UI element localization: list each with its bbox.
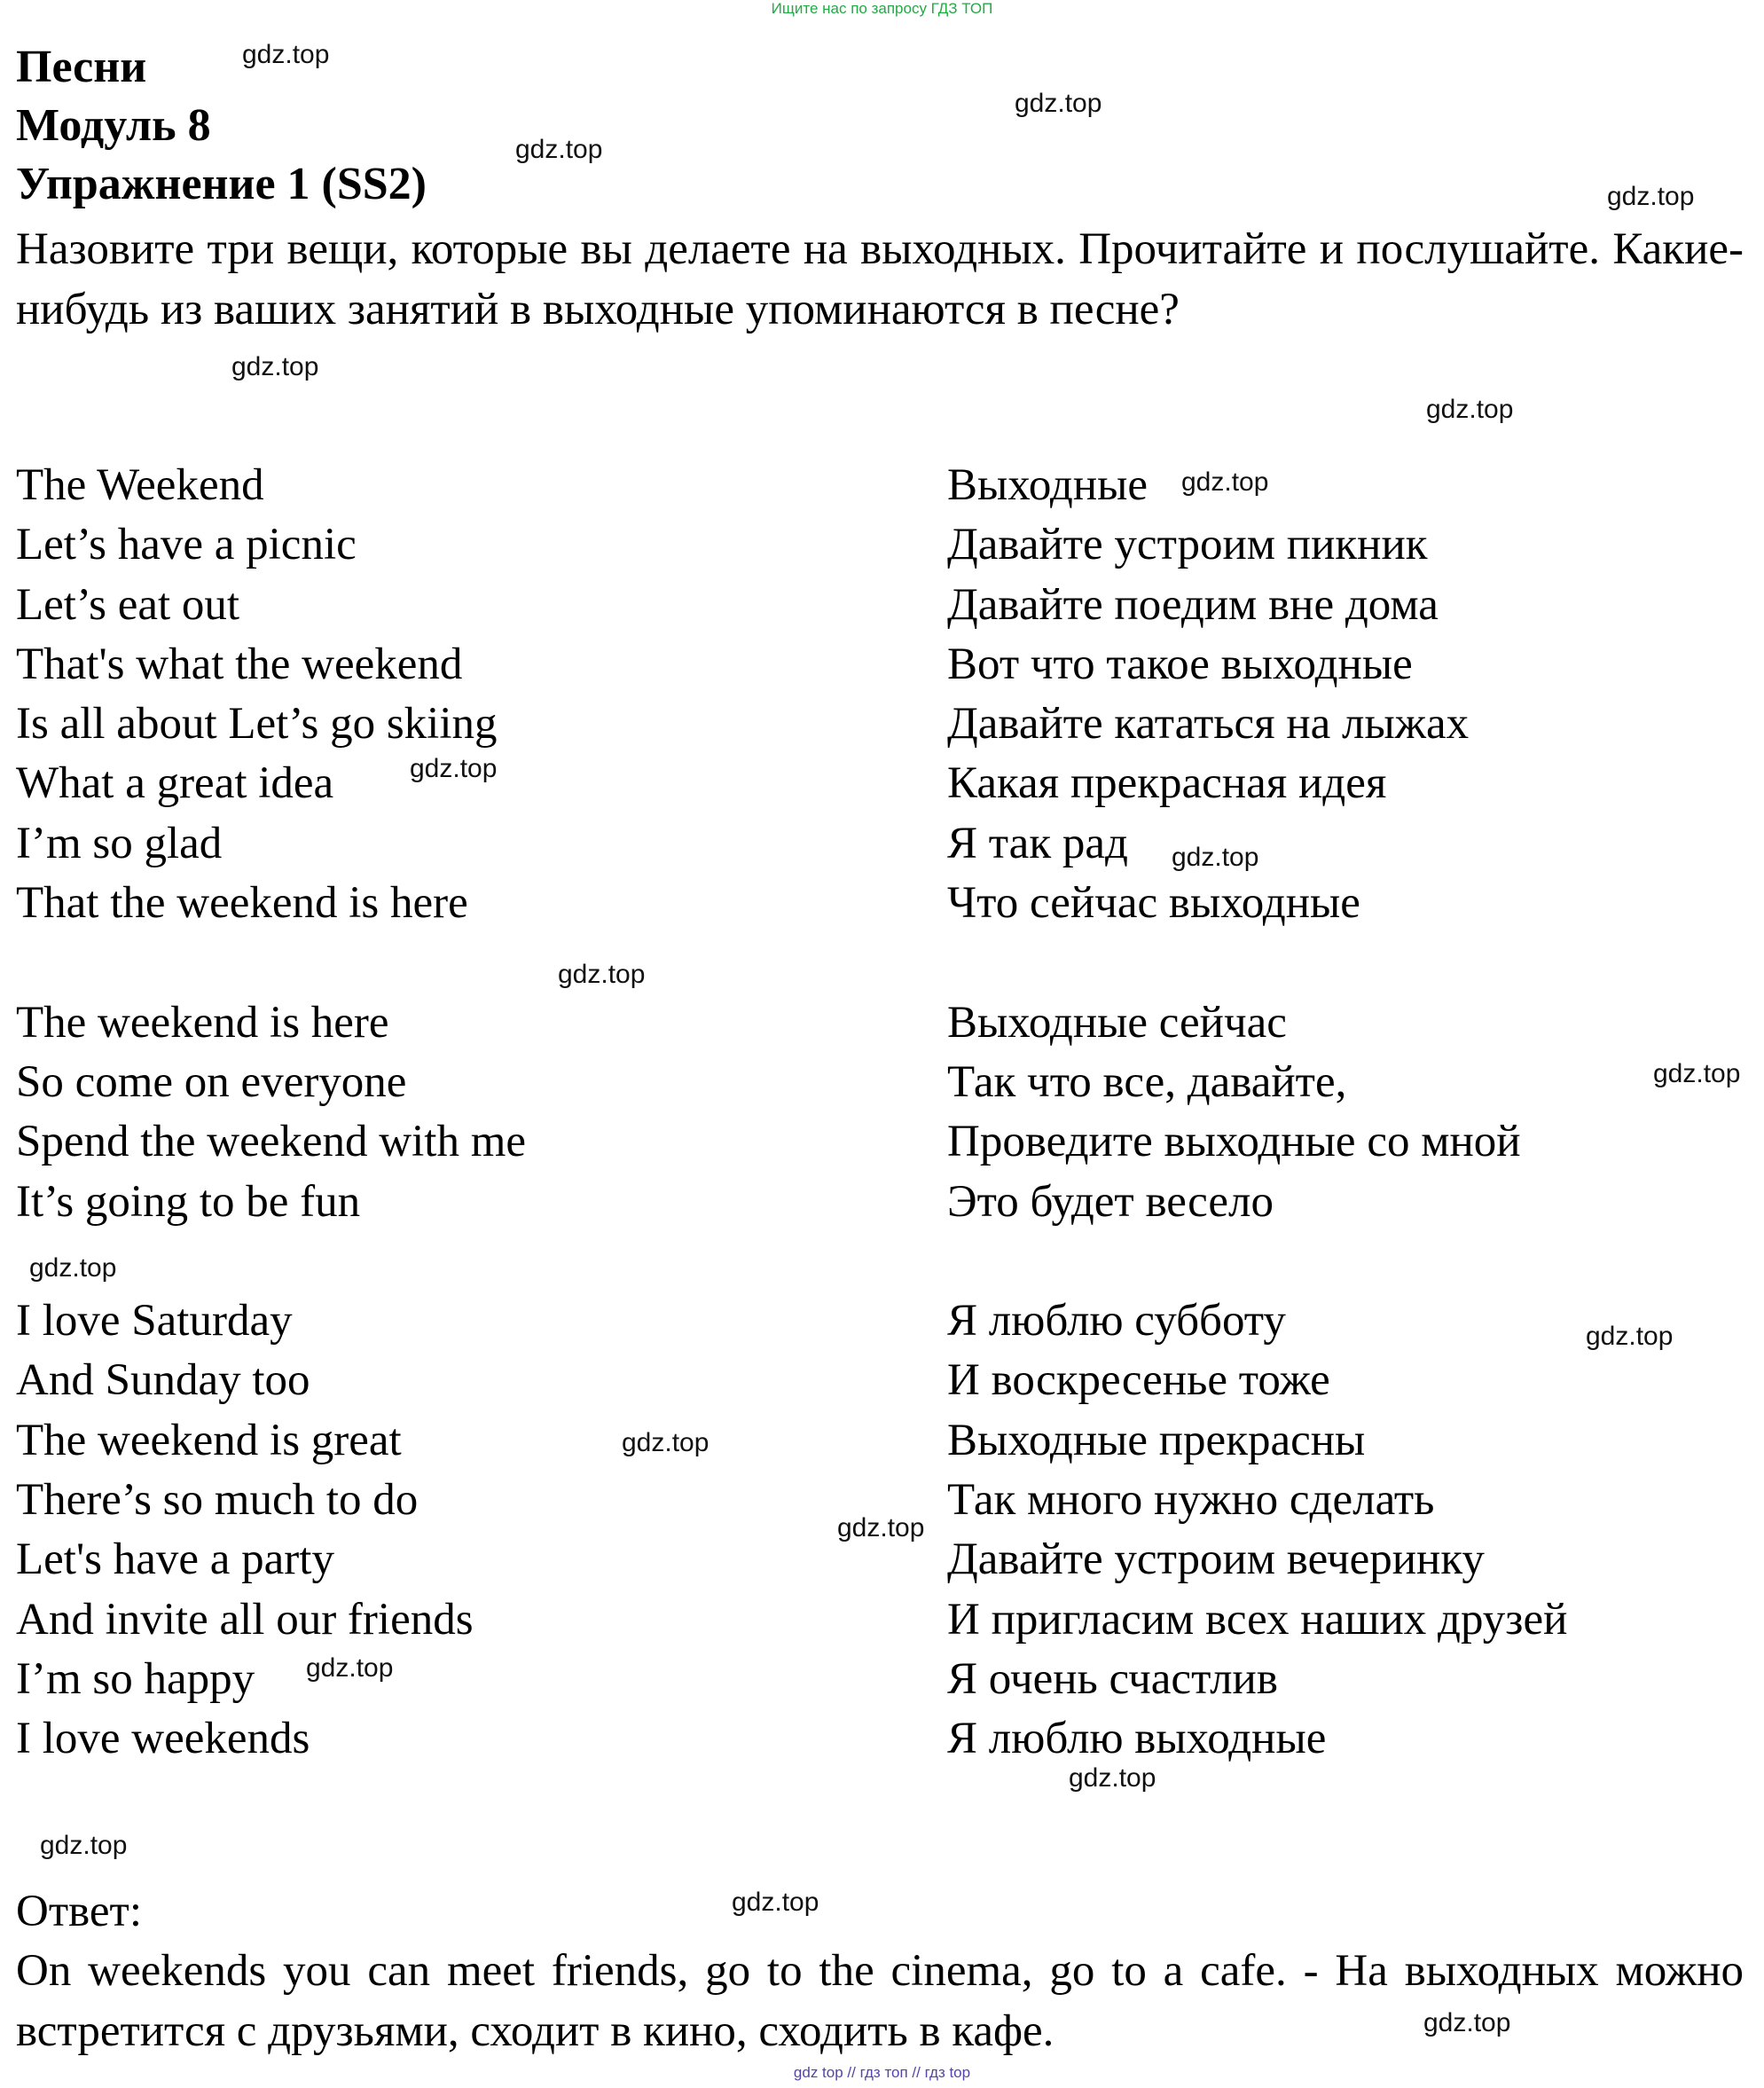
lyric-line-ru: Давайте кататься на лыжах [947, 699, 1470, 750]
lyric-line-en: I’m so happy [16, 1653, 255, 1704]
watermark: gdz.top [515, 135, 603, 164]
lyric-line-ru: Так много нужно сделать [947, 1475, 1435, 1526]
watermark: gdz.top [1607, 182, 1695, 211]
lyric-line-en: Let’s eat out [16, 579, 240, 630]
watermark: gdz.top [242, 40, 330, 69]
watermark: gdz.top [1172, 843, 1259, 872]
module-title: Модуль 8 [16, 100, 211, 151]
watermark: gdz.top [1423, 2008, 1511, 2037]
watermark: gdz.top [622, 1428, 710, 1457]
watermark: gdz.top [306, 1653, 394, 1683]
lyric-line-en: The weekend is great [16, 1415, 402, 1465]
lyric-line-ru: Я люблю выходные [947, 1714, 1327, 1764]
lyric-line-en: And invite all our friends [16, 1594, 474, 1644]
exercise-title: Упражнение 1 (SS2) [16, 159, 427, 209]
watermark: gdz.top [29, 1253, 117, 1283]
song-russian-column [947, 456, 1567, 1770]
lyric-line-ru: Давайте поедим вне дома [947, 579, 1439, 630]
watermark: gdz.top [410, 754, 498, 783]
watermark: gdz.top [1015, 89, 1102, 118]
top-banner: Ищите нас по запросу ГДЗ ТОП [771, 0, 993, 17]
watermark: gdz.top [1653, 1059, 1741, 1088]
lyric-line-ru: Давайте устроим вечеринку [947, 1535, 1485, 1585]
watermark: gdz.top [1181, 467, 1269, 497]
watermark: gdz.top [837, 1513, 925, 1542]
lyric-line-ru: Это будет весело [947, 1176, 1274, 1227]
lyric-line-ru: Так что все, давайте, [947, 1056, 1347, 1107]
lyric-line-en: I love Saturday [16, 1296, 293, 1346]
lyric-line-en: What a great idea [16, 758, 334, 809]
watermark: gdz.top [40, 1831, 128, 1860]
lyric-line-ru: Давайте устроим пикник [947, 520, 1428, 570]
lyric-line-ru: И пригласим всех наших друзей [947, 1594, 1568, 1644]
lyric-line-en: That's what the weekend [16, 639, 463, 689]
lyric-line-ru: Выходные прекрасны [947, 1415, 1366, 1465]
lyric-line-ru: Вот что такое выходные [947, 639, 1413, 689]
lyric-line-ru: И воскресенье тоже [947, 1355, 1330, 1406]
watermark: gdz.top [732, 1888, 819, 1917]
lyric-line-ru: Что сейчас выходные [947, 878, 1360, 929]
lyric-line-en: That the weekend is here [16, 878, 468, 929]
answer-label: Ответ: [16, 1887, 142, 1936]
lyric-line-en: The weekend is here [16, 997, 389, 1048]
song-english-column [16, 456, 526, 1770]
lyric-line-ru: Я очень счастлив [947, 1653, 1278, 1704]
lyric-line-en: Spend the weekend with me [16, 1117, 527, 1167]
answer-text: On weekends you can meet friends, go to the cinema, go to a cafe. - На выходных можно встретится с друзьями, сходит в кино, сходить в кафе. [16, 1946, 1744, 2056]
watermark: gdz.top [231, 352, 319, 381]
lyric-line-en: Let’s have a picnic [16, 520, 357, 570]
bottom-banner: gdz top // гдз топ // гдз top [793, 2064, 971, 2081]
song-title-en: The Weekend [16, 460, 264, 510]
exercise-instructions: Назовите три вещи, которые вы делаете на выходных. Прочитайте и послушайте. Какие-нибудь из ваших занятий в выходные упоминаются в песне? [16, 224, 1744, 334]
watermark: gdz.top [1586, 1322, 1674, 1351]
lyric-line-en: I’m so glad [16, 818, 223, 868]
lyric-line-ru: Проведите выходные со мной [947, 1117, 1521, 1167]
section-title: Песни [16, 42, 147, 92]
watermark: gdz.top [558, 960, 646, 989]
lyric-line-en: There’s so much to do [16, 1475, 419, 1526]
lyric-line-en: Let's have a party [16, 1535, 334, 1585]
lyric-line-ru: Выходные сейчас [947, 997, 1287, 1048]
lyric-line-en: I love weekends [16, 1714, 310, 1764]
watermark: gdz.top [1069, 1763, 1156, 1793]
lyric-line-ru: Какая прекрасная идея [947, 758, 1387, 809]
lyric-line-en: It’s going to be fun [16, 1176, 361, 1227]
watermark: gdz.top [1426, 395, 1514, 424]
song-title-ru: Выходные [947, 460, 1149, 510]
lyric-line-ru: Я люблю субботу [947, 1296, 1286, 1346]
lyric-line-en: And Sunday too [16, 1355, 310, 1406]
lyric-line-en: So come on everyone [16, 1056, 407, 1107]
lyric-line-en: Is all about Let’s go skiing [16, 699, 498, 750]
lyric-line-ru: Я так рад [947, 818, 1128, 868]
